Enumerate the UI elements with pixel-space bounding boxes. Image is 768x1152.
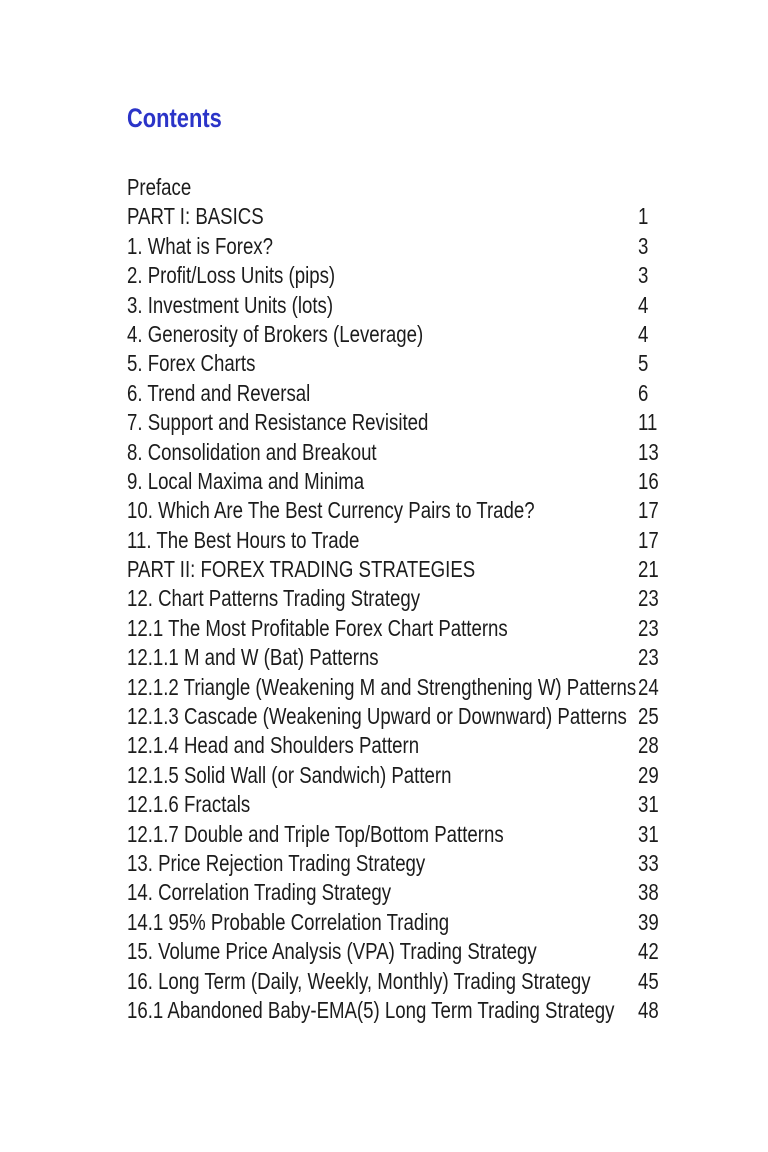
toc-entry-label: 12. Chart Patterns Trading Strategy (127, 585, 421, 612)
toc-entry-label: 6. Trend and Reversal (127, 379, 311, 406)
toc-entry-page: 3 (638, 232, 649, 259)
toc-entry-page: 39 (638, 908, 659, 935)
page-title: Contents (127, 103, 222, 133)
toc-row (127, 261, 687, 290)
toc-entry-page: 4 (638, 291, 649, 318)
toc-entry-page: 25 (638, 703, 659, 730)
toc-entry-label: 16.1 Abandoned Baby-EMA(5) Long Term Trading Strategy (127, 996, 615, 1023)
toc-row (127, 673, 687, 702)
toc-entry-label: PART I: BASICS (127, 203, 264, 230)
toc-row (127, 555, 687, 584)
toc-entry-label: 14. Correlation Trading Strategy (127, 879, 392, 906)
toc-entry-label: 12.1 The Most Profitable Forex Chart Patterns (127, 614, 508, 641)
toc-entry-page: 31 (638, 820, 659, 847)
toc-row (127, 173, 687, 202)
toc-row (127, 584, 687, 613)
toc-row (127, 467, 687, 496)
toc-entry-page: 11 (638, 409, 658, 436)
toc-entry-label: 9. Local Maxima and Minima (127, 467, 365, 494)
toc-row (127, 614, 687, 643)
toc-entry-page: 17 (638, 497, 659, 524)
toc-entry-label: 8. Consolidation and Breakout (127, 438, 377, 465)
toc-entry-label: 11. The Best Hours to Trade (127, 526, 360, 553)
toc-entry-page: 45 (638, 967, 659, 994)
toc-row (127, 731, 687, 760)
toc-entry-label: 5. Forex Charts (127, 350, 256, 377)
toc-entry-page: 21 (638, 556, 659, 583)
toc-entry-page: 1 (638, 203, 649, 230)
toc-entry-page: 3 (638, 262, 649, 289)
toc-entry-page: 48 (638, 996, 659, 1023)
toc-entry-label: Preface (127, 174, 192, 200)
toc-entry-page: 23 (638, 644, 659, 671)
toc-row (127, 496, 687, 525)
toc-entry-label: 4. Generosity of Brokers (Leverage) (127, 320, 424, 347)
toc-entry-page: 29 (638, 761, 659, 788)
toc-entry-page: 28 (638, 732, 659, 759)
toc-row (127, 967, 687, 996)
toc-row (127, 908, 687, 937)
toc-row (127, 643, 687, 672)
toc-entry-label: 12.1.5 Solid Wall (or Sandwich) Pattern (127, 761, 452, 788)
toc-entry-page: 42 (638, 938, 659, 965)
toc-entry-page: 13 (638, 438, 659, 465)
toc-entry-label: 16. Long Term (Daily, Weekly, Monthly) Trading Strategy (127, 967, 591, 994)
toc-row (127, 790, 687, 819)
toc-row (127, 202, 687, 231)
toc-entry-label: 15. Volume Price Analysis (VPA) Trading Strategy (127, 938, 537, 965)
toc-entry-label: 1. What is Forex? (127, 232, 273, 259)
toc-entry-label: 13. Price Rejection Trading Strategy (127, 849, 426, 876)
toc-entry-label: 12.1.6 Fractals (127, 791, 251, 818)
toc-entry-page: 4 (638, 320, 649, 347)
toc-row (127, 849, 687, 878)
toc-row (127, 702, 687, 731)
toc-entry-label: PART II: FOREX TRADING STRATEGIES (127, 556, 476, 583)
toc-row (127, 438, 687, 467)
toc-entry-page: 5 (638, 350, 649, 377)
toc-entry-page: 24 (638, 673, 659, 700)
toc-entry-label: 10. Which Are The Best Currency Pairs to Trade? (127, 497, 535, 524)
toc-entry-page: 38 (638, 879, 659, 906)
toc-entry-label: 2. Profit/Loss Units (pips) (127, 262, 336, 289)
toc-entry-page: 6 (638, 379, 649, 406)
toc-row (127, 996, 687, 1025)
toc-entry-page: 31 (638, 791, 659, 818)
toc-entry-label: 12.1.7 Double and Triple Top/Bottom Patterns (127, 820, 504, 847)
toc-entry-page: 17 (638, 526, 659, 553)
toc-list (127, 173, 687, 1025)
toc-row (127, 878, 687, 907)
toc-row (127, 761, 687, 790)
toc-row (127, 379, 687, 408)
toc-entry-label: 12.1.1 M and W (Bat) Patterns (127, 644, 379, 671)
toc-entry-label: 12.1.3 Cascade (Weakening Upward or Downward) Patterns (127, 703, 627, 730)
toc-entry-page: 23 (638, 614, 659, 641)
toc-entry-label: 12.1.4 Head and Shoulders Pattern (127, 732, 420, 759)
toc-row (127, 820, 687, 849)
toc-entry-label: 12.1.2 Triangle (Weakening M and Strengthening W) Patterns (127, 673, 637, 700)
toc-entry-page: 23 (638, 585, 659, 612)
toc-entry-label: 3. Investment Units (lots) (127, 291, 334, 318)
toc-entry-page: 16 (638, 467, 659, 494)
toc-entry-page: 33 (638, 849, 659, 876)
toc-entry-label: 7. Support and Resistance Revisited (127, 409, 429, 436)
toc-row (127, 349, 687, 378)
toc-row (127, 526, 687, 555)
toc-entry-label: 14.1 95% Probable Correlation Trading (127, 908, 450, 935)
toc-row (127, 408, 687, 437)
toc-row (127, 232, 687, 261)
toc-row (127, 320, 687, 349)
toc-row (127, 291, 687, 320)
toc-row (127, 937, 687, 966)
